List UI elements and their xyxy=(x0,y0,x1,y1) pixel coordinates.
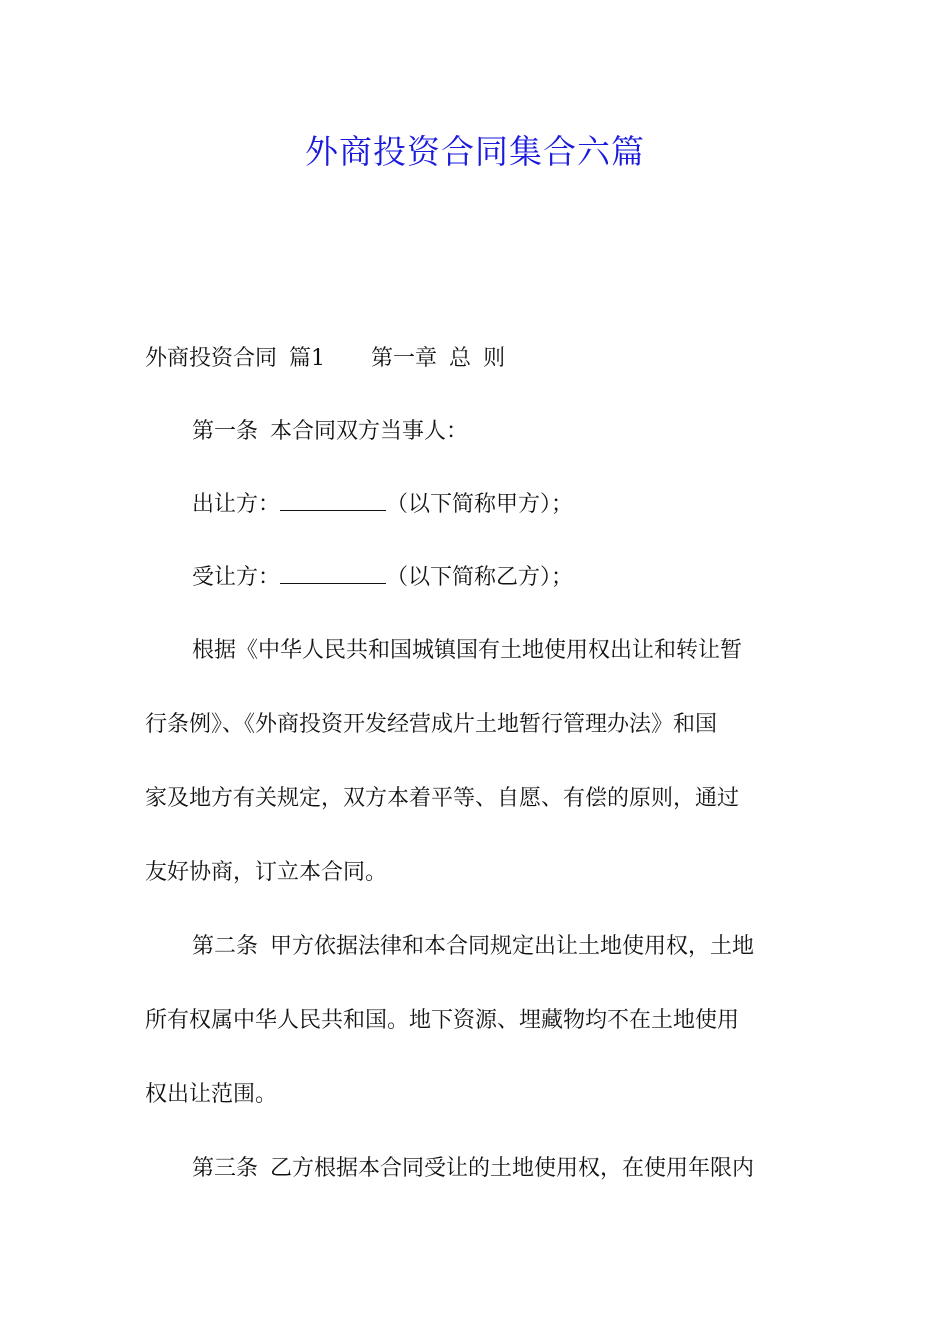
transferor-line xyxy=(145,481,810,529)
transferee-blank-field xyxy=(280,557,386,584)
document-body xyxy=(145,335,810,1193)
transferor-blank-field xyxy=(280,484,386,511)
transferee-label: 受让方： xyxy=(192,565,281,590)
chapter-label: 第一章 xyxy=(371,346,438,371)
paragraph-line xyxy=(145,923,810,971)
paragraph-line: 家及地方有关规定，双方本着平等、自愿、有偿的原则，通过 xyxy=(145,786,740,811)
chapter-name-b: 则 xyxy=(483,346,506,371)
heading-number: 1 xyxy=(311,346,326,371)
clause-1-text: 本合同双方当事人： xyxy=(270,419,469,444)
paragraph-line: 所有权属中华人民共和国。地下资源、埋藏物均不在土地使用 xyxy=(145,1008,740,1033)
heading-part-label: 篇 xyxy=(289,346,312,371)
clause-3-label: 第三条 xyxy=(192,1156,259,1181)
paragraph-line xyxy=(145,1145,810,1193)
document-title: 外商投资合同集合六篇 xyxy=(305,132,645,171)
clause-1-label: 第一条 xyxy=(192,419,259,444)
paragraph-line: 权出让范围。 xyxy=(145,1082,278,1107)
paragraph-line: 根据《中华人民共和国城镇国有土地使用权出让和转让暂 xyxy=(192,638,743,663)
heading-text: 外商投资合同 xyxy=(145,346,278,371)
transferee-line xyxy=(145,554,810,602)
clause-2-label: 第二条 xyxy=(192,934,259,959)
transferor-label: 出让方： xyxy=(192,492,281,517)
transferee-note: （以下简称乙方）； xyxy=(386,565,574,590)
clause-2-text: 甲方依据法律和本合同规定出让土地使用权，土地 xyxy=(270,934,755,959)
clause-3-text: 乙方根据本合同受让的土地使用权，在使用年限内 xyxy=(270,1156,755,1181)
basis-paragraph xyxy=(145,627,810,897)
clause-3 xyxy=(145,1145,810,1193)
transferor-note: （以下简称甲方）； xyxy=(386,492,574,517)
chapter-name-a: 总 xyxy=(449,346,472,371)
paragraph-line: 行条例》、《外商投资开发经营成片土地暂行管理办法》和国 xyxy=(145,712,718,737)
paragraph-line: 友好协商，订立本合同。 xyxy=(145,860,388,885)
clause-2 xyxy=(145,923,810,1119)
section-heading xyxy=(145,335,810,383)
clause-1 xyxy=(145,408,810,456)
